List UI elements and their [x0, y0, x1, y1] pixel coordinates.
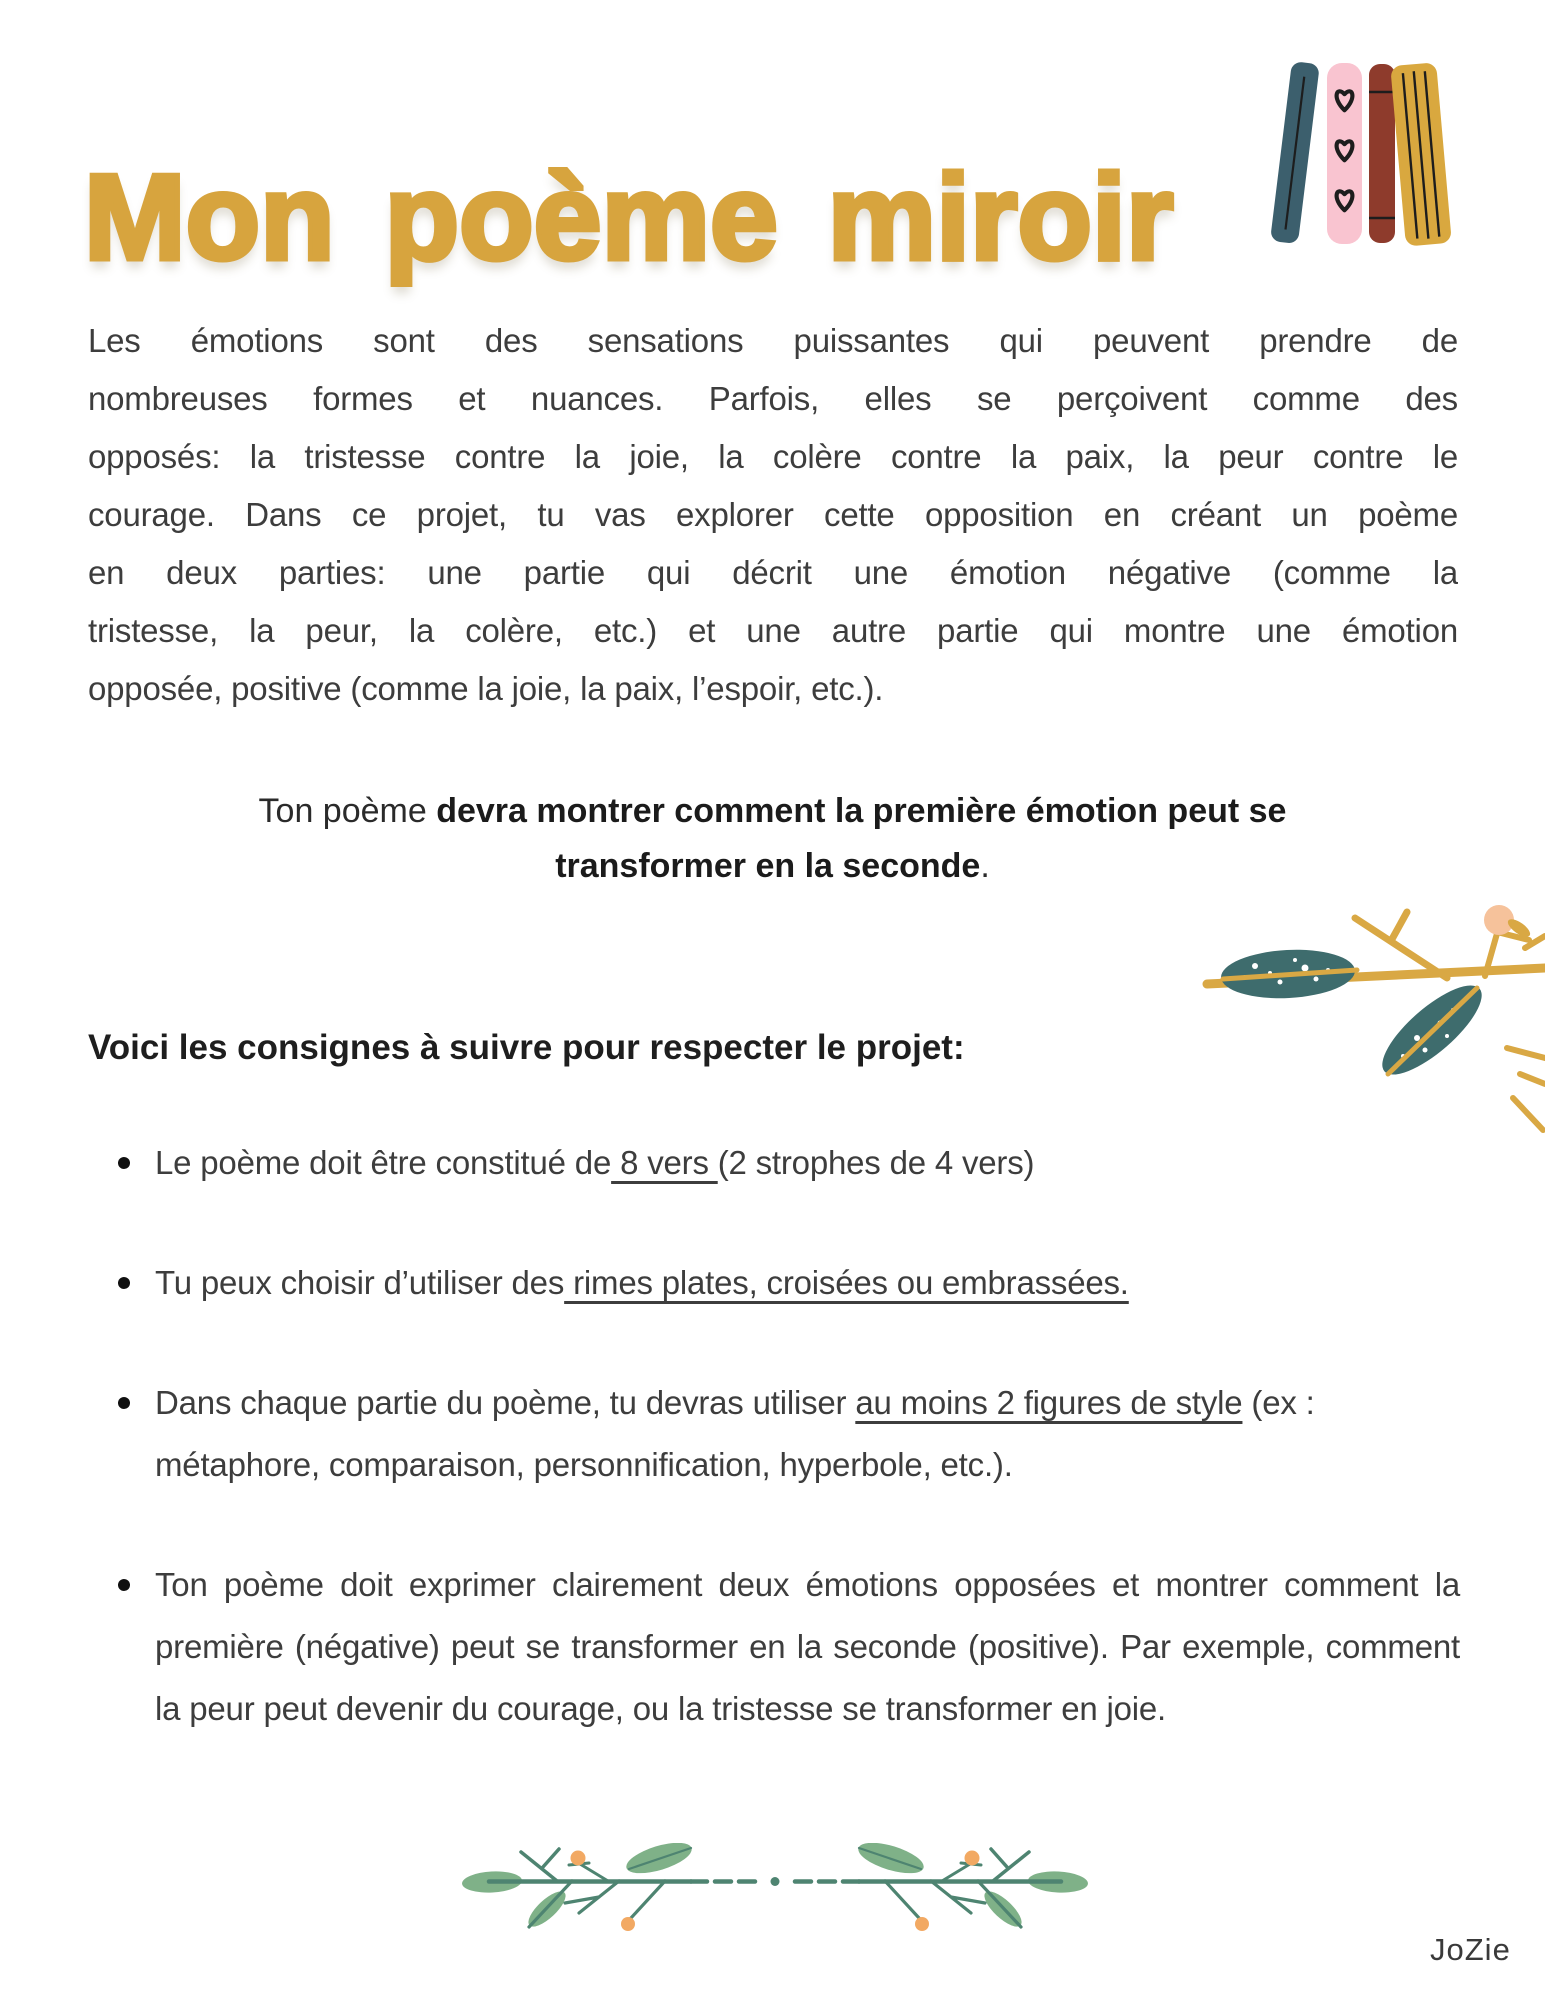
intro-line: opposée, positive (comme la joie, la paix, l’espoir, etc.).	[88, 670, 884, 707]
plain-text: Tu peux choisir d’utiliser des	[155, 1264, 565, 1301]
intro-paragraph	[88, 312, 1458, 718]
page-title: Mon poème miroir	[84, 148, 1174, 285]
consigne-item	[88, 1252, 1460, 1314]
author-credit: JoZie	[1430, 1932, 1511, 1967]
statement-prefix: Ton poème	[258, 792, 437, 830]
book-pink	[1327, 63, 1362, 244]
branch-leaf-left	[1220, 947, 1357, 1002]
consignes-section	[88, 1132, 1460, 1798]
intro-line: en deux parties: une partie qui décrit une émotion négative (comme la	[88, 554, 1458, 591]
consigne-item	[88, 1132, 1460, 1194]
intro-line: tristesse, la peur, la colère, etc.) et une autre partie qui montre une émotion	[88, 612, 1458, 649]
floral-divider-icon	[459, 1843, 1091, 1964]
intro-line: Les émotions sont des sensations puissantes qui peuvent prendre de	[88, 322, 1458, 359]
intro-line: nombreuses formes et nuances. Parfois, elles se perçoivent comme des	[88, 380, 1458, 417]
underlined-text: rimes plates, croisées ou embrassées.	[564, 1264, 1129, 1301]
intro-line: opposés: la tristesse contre la joie, la colère contre la paix, la peur contre le	[88, 438, 1458, 475]
book-teal	[1270, 61, 1320, 244]
intro-line: courage. Dans ce projet, tu vas explorer cette opposition en créant un poème	[88, 496, 1458, 533]
underlined-text: au moins 2 figures de style	[855, 1384, 1243, 1421]
statement-suffix: .	[980, 847, 990, 885]
statement-bold: devra montrer comment la première émotion peut se transformer en la seconde	[436, 792, 1287, 885]
consignes-heading: Voici les consignes à suivre pour respecter le projet:	[88, 1028, 965, 1067]
plain-text: Le poème doit être constitué de	[155, 1144, 612, 1181]
plain-text: (2 strophes de 4 vers)	[717, 1144, 1035, 1181]
book-maroon	[1369, 64, 1395, 243]
plain-text: Dans chaque partie du poème, tu devras utiliser	[155, 1384, 856, 1421]
consignes-list	[88, 1132, 1460, 1740]
underlined-text: 8 vers	[611, 1144, 718, 1181]
olive-branch-icon	[1185, 878, 1545, 1143]
plain-text: Ton poème doit exprimer clairement deux émotions opposées et montrer comment la première (négative) peut se transformer en la seconde (positive). Par exemple, comment la peur peut devenir du courage, ou la tristesse se transformer en joie.	[155, 1566, 1460, 1727]
consigne-item	[88, 1554, 1460, 1740]
book-stack-icon	[1230, 40, 1510, 265]
book-mustard	[1390, 62, 1452, 246]
plain-text: (ex : métaphore, comparaison, personnification, hyperbole, etc.).	[155, 1384, 1315, 1483]
consigne-item	[88, 1372, 1460, 1496]
